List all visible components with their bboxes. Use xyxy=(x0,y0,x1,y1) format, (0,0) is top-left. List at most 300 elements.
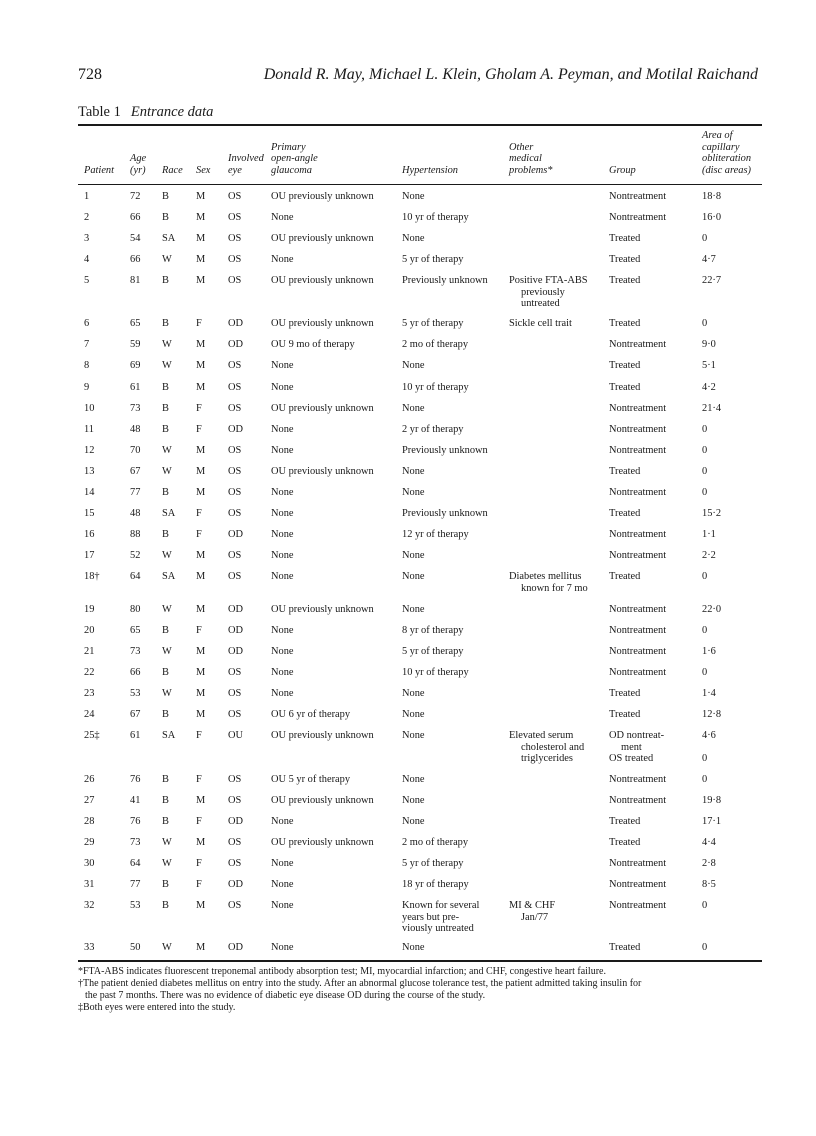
cell-patient: 4 xyxy=(84,254,90,265)
cell-other: previously xyxy=(521,286,565,298)
cell-eye: OS xyxy=(228,466,242,477)
cell-sex: M xyxy=(196,339,206,350)
cell-age: 67 xyxy=(130,466,141,477)
cell-hypertension: 8 yr of therapy xyxy=(402,625,464,636)
cell-hypertension: 18 yr of therapy xyxy=(402,879,469,890)
cell-group: Nontreatment xyxy=(609,191,667,202)
cell-race: W xyxy=(162,445,172,456)
cell-eye: OS xyxy=(228,487,242,498)
cell-glaucoma: OU previously unknown xyxy=(271,233,374,244)
cell-glaucoma: OU previously unknown xyxy=(271,604,374,615)
cell-other: Elevated serum xyxy=(509,730,574,741)
cell-sex: M xyxy=(196,445,206,456)
cell-other: Jan/77 xyxy=(521,911,549,923)
cell-sex: F xyxy=(196,508,202,519)
cell-race: SA xyxy=(162,571,176,582)
cell-glaucoma: None xyxy=(271,571,294,582)
cell-eye: OS xyxy=(228,667,242,678)
cell-glaucoma: OU previously unknown xyxy=(271,191,374,202)
cell-sex: M xyxy=(196,942,206,953)
cell-hypertension: None xyxy=(402,688,425,699)
cell-area: 0 xyxy=(702,774,708,785)
cell-hypertension: None xyxy=(402,816,425,827)
cell-group: Nontreatment xyxy=(609,879,667,890)
cell-group: Treated xyxy=(609,508,641,519)
cell-age: 48 xyxy=(130,508,141,519)
cell-glaucoma: None xyxy=(271,550,294,561)
footnote-dagger-line-1: †The patient denied diabetes mellitus on entry into the study. After an abnormal glucose tolerance test, the patient admitted taking insulin for xyxy=(78,978,642,989)
cell-area: 0 xyxy=(702,445,708,456)
cell-race: W xyxy=(162,688,172,699)
cell-glaucoma: OU previously unknown xyxy=(271,795,374,806)
cell-glaucoma: None xyxy=(271,424,294,435)
cell-area: 9·0 xyxy=(702,339,716,350)
cell-race: W xyxy=(162,604,172,615)
cell-race: B xyxy=(162,816,169,827)
cell-age: 61 xyxy=(130,730,141,741)
cell-race: B xyxy=(162,318,169,329)
cell-glaucoma: None xyxy=(271,212,294,223)
cell-glaucoma: OU previously unknown xyxy=(271,837,374,848)
cell-group: Treated xyxy=(609,571,641,582)
cell-patient: 22 xyxy=(84,667,95,678)
cell-glaucoma: OU 6 yr of therapy xyxy=(271,709,351,720)
cell-hypertension: 2 mo of therapy xyxy=(402,339,469,350)
cell-eye: OS xyxy=(228,774,242,785)
cell-area: 0 xyxy=(702,487,708,498)
cell-glaucoma: OU 5 yr of therapy xyxy=(271,774,351,785)
cell-sex: M xyxy=(196,571,206,582)
cell-area: 0 xyxy=(702,625,708,636)
header-patient: Patient xyxy=(84,164,115,176)
cell-group: ment xyxy=(621,741,642,753)
cell-race: B xyxy=(162,382,169,393)
cell-patient: 15 xyxy=(84,508,95,519)
cell-eye: OD xyxy=(228,942,244,953)
cell-race: SA xyxy=(162,233,176,244)
cell-area: 19·8 xyxy=(702,795,722,806)
cell-group: Nontreatment xyxy=(609,795,667,806)
cell-group: Treated xyxy=(609,254,641,265)
cell-group: Treated xyxy=(609,942,641,953)
cell-eye: OS xyxy=(228,795,242,806)
cell-hypertension: 2 yr of therapy xyxy=(402,424,464,435)
cell-patient: 33 xyxy=(84,942,95,953)
cell-hypertension: None xyxy=(402,604,425,615)
cell-patient: 23 xyxy=(84,688,95,699)
cell-group: Treated xyxy=(609,466,641,477)
cell-sex: F xyxy=(196,318,202,329)
cell-other: known for 7 mo xyxy=(521,582,588,594)
cell-hypertension: None xyxy=(402,942,425,953)
cell-area: 0 xyxy=(702,667,708,678)
cell-sex: M xyxy=(196,604,206,615)
cell-eye: OS xyxy=(228,191,242,202)
cell-hypertension: years but pre- xyxy=(402,911,460,923)
footnote-double-dagger: ‡Both eyes were entered into the study. xyxy=(78,1002,236,1013)
cell-sex: F xyxy=(196,858,202,869)
cell-sex: M xyxy=(196,667,206,678)
cell-race: B xyxy=(162,879,169,890)
cell-patient: 28 xyxy=(84,816,95,827)
cell-sex: M xyxy=(196,191,206,202)
cell-group: Treated xyxy=(609,837,641,848)
cell-group: Treated xyxy=(609,318,641,329)
cell-age: 41 xyxy=(130,795,141,806)
cell-glaucoma: OU previously unknown xyxy=(271,318,374,329)
cell-sex: M xyxy=(196,254,206,265)
cell-hypertension: Previously unknown xyxy=(402,275,488,286)
cell-sex: M xyxy=(196,466,206,477)
header-sex: Sex xyxy=(196,164,211,176)
cell-glaucoma: OU previously unknown xyxy=(271,730,374,741)
cell-glaucoma: None xyxy=(271,382,294,393)
cell-area: 0 xyxy=(702,900,708,911)
cell-area: 21·4 xyxy=(702,403,722,414)
table-label: Table 1 xyxy=(78,104,121,120)
cell-sex: M xyxy=(196,382,206,393)
cell-hypertension: 10 yr of therapy xyxy=(402,212,469,223)
cell-patient: 3 xyxy=(84,233,90,244)
cell-eye: OS xyxy=(228,403,242,414)
cell-patient: 1 xyxy=(84,191,90,202)
cell-patient: 31 xyxy=(84,879,95,890)
cell-other: Positive FTA-ABS xyxy=(509,275,588,286)
cell-patient: 12 xyxy=(84,445,95,456)
cell-eye: OS xyxy=(228,900,242,911)
cell-area: 0 xyxy=(702,318,708,329)
cell-race: W xyxy=(162,858,172,869)
cell-age: 64 xyxy=(130,571,141,582)
cell-eye: OS xyxy=(228,254,242,265)
cell-group: Treated xyxy=(609,709,641,720)
cell-group: Treated xyxy=(609,688,641,699)
cell-race: W xyxy=(162,942,172,953)
cell-other: cholesterol and xyxy=(521,741,585,753)
cell-other: MI & CHF xyxy=(509,900,556,911)
cell-age: 88 xyxy=(130,529,141,540)
cell-glaucoma: None xyxy=(271,688,294,699)
cell-group: OS treated xyxy=(609,753,654,765)
cell-age: 66 xyxy=(130,254,141,265)
cell-glaucoma: None xyxy=(271,625,294,636)
cell-race: W xyxy=(162,466,172,477)
cell-age: 48 xyxy=(130,424,141,435)
cell-eye: OD xyxy=(228,424,244,435)
cell-sex: M xyxy=(196,646,206,657)
cell-group: Nontreatment xyxy=(609,424,667,435)
cell-eye: OS xyxy=(228,233,242,244)
cell-other: untreated xyxy=(521,298,560,310)
cell-glaucoma: None xyxy=(271,487,294,498)
cell-area: 15·2 xyxy=(702,508,722,519)
cell-group: Nontreatment xyxy=(609,858,667,869)
cell-sex: M xyxy=(196,275,206,286)
cell-age: 77 xyxy=(130,879,141,890)
cell-patient: 21 xyxy=(84,646,95,657)
cell-eye: OD xyxy=(228,646,244,657)
cell-area: 5·1 xyxy=(702,360,716,371)
cell-glaucoma: OU previously unknown xyxy=(271,403,374,414)
cell-age: 73 xyxy=(130,403,141,414)
cell-age: 53 xyxy=(130,688,141,699)
cell-eye: OS xyxy=(228,688,242,699)
cell-group: Treated xyxy=(609,233,641,244)
cell-age: 67 xyxy=(130,709,141,720)
cell-eye: OU xyxy=(228,730,244,741)
cell-hypertension: None xyxy=(402,403,425,414)
cell-race: B xyxy=(162,709,169,720)
cell-hypertension: 10 yr of therapy xyxy=(402,667,469,678)
cell-patient: 20 xyxy=(84,625,95,636)
cell-age: 66 xyxy=(130,212,141,223)
header-other-problems: Other medical problems* xyxy=(509,141,553,176)
cell-age: 66 xyxy=(130,667,141,678)
cell-age: 73 xyxy=(130,837,141,848)
cell-other: triglycerides xyxy=(521,753,573,765)
header-glaucoma: Primary open-angle glaucoma xyxy=(271,141,318,176)
cell-race: B xyxy=(162,191,169,202)
cell-sex: M xyxy=(196,360,206,371)
cell-race: B xyxy=(162,487,169,498)
cell-race: B xyxy=(162,900,169,911)
cell-race: B xyxy=(162,403,169,414)
cell-sex: M xyxy=(196,709,206,720)
table-title: Entrance data xyxy=(130,104,214,120)
cell-group: OD nontreat- xyxy=(609,730,665,741)
cell-eye: OD xyxy=(228,816,244,827)
header-group: Group xyxy=(609,164,636,176)
cell-patient: 32 xyxy=(84,900,95,911)
cell-hypertension: None xyxy=(402,487,425,498)
cell-patient: 29 xyxy=(84,837,95,848)
cell-sex: F xyxy=(196,625,202,636)
cell-glaucoma: None xyxy=(271,942,294,953)
cell-race: B xyxy=(162,212,169,223)
cell-glaucoma: OU 9 mo of therapy xyxy=(271,339,355,350)
cell-age: 53 xyxy=(130,900,141,911)
cell-eye: OS xyxy=(228,571,242,582)
cell-patient: 16 xyxy=(84,529,95,540)
cell-glaucoma: None xyxy=(271,816,294,827)
cell-patient: 8 xyxy=(84,360,90,371)
cell-hypertension: None xyxy=(402,709,425,720)
cell-age: 76 xyxy=(130,774,141,785)
cell-sex: M xyxy=(196,795,206,806)
cell-hypertension: None xyxy=(402,730,425,741)
cell-area: 2·8 xyxy=(702,858,716,869)
running-head: Donald R. May, Michael L. Klein, Gholam A. Peyman, and Motilal Raichand xyxy=(263,66,758,83)
cell-group: Nontreatment xyxy=(609,900,667,911)
cell-hypertension: 5 yr of therapy xyxy=(402,254,464,265)
cell-group: Nontreatment xyxy=(609,403,667,414)
cell-group: Nontreatment xyxy=(609,445,667,456)
cell-race: W xyxy=(162,550,172,561)
cell-sex: M xyxy=(196,900,206,911)
cell-hypertension: 2 mo of therapy xyxy=(402,837,469,848)
cell-age: 72 xyxy=(130,191,141,202)
cell-sex: M xyxy=(196,688,206,699)
cell-glaucoma: None xyxy=(271,508,294,519)
cell-patient: 13 xyxy=(84,466,95,477)
cell-area: 2·2 xyxy=(702,550,716,561)
cell-other: Diabetes mellitus xyxy=(509,571,582,582)
cell-group: Nontreatment xyxy=(609,529,667,540)
cell-area: 0 xyxy=(702,942,708,953)
cell-age: 54 xyxy=(130,233,141,244)
cell-hypertension: None xyxy=(402,795,425,806)
cell-age: 77 xyxy=(130,487,141,498)
cell-patient: 30 xyxy=(84,858,95,869)
footnote-dagger-line-2: the past 7 months. There was no evidence of diabetic eye disease OD during the course of the study. xyxy=(85,990,486,1001)
cell-eye: OD xyxy=(228,339,244,350)
cell-eye: OS xyxy=(228,382,242,393)
cell-age: 59 xyxy=(130,339,141,350)
cell-group: Nontreatment xyxy=(609,550,667,561)
cell-patient: 24 xyxy=(84,709,95,720)
cell-area: 4·6 xyxy=(702,730,716,741)
cell-glaucoma: None xyxy=(271,900,294,911)
cell-group: Nontreatment xyxy=(609,212,667,223)
cell-age: 69 xyxy=(130,360,141,371)
cell-hypertension: 5 yr of therapy xyxy=(402,858,464,869)
cell-sex: M xyxy=(196,233,206,244)
cell-race: W xyxy=(162,837,172,848)
cell-area: 22·7 xyxy=(702,275,722,286)
cell-area: 4·4 xyxy=(702,837,716,848)
cell-area: 22·0 xyxy=(702,604,722,615)
cell-hypertension: Previously unknown xyxy=(402,508,488,519)
cell-hypertension: None xyxy=(402,233,425,244)
cell-area: 1·1 xyxy=(702,529,716,540)
cell-group: Nontreatment xyxy=(609,625,667,636)
cell-glaucoma: None xyxy=(271,445,294,456)
cell-glaucoma: None xyxy=(271,646,294,657)
cell-eye: OS xyxy=(228,550,242,561)
cell-sex: M xyxy=(196,550,206,561)
cell-hypertension: Known for several xyxy=(402,900,480,911)
cell-patient: 10 xyxy=(84,403,95,414)
cell-glaucoma: None xyxy=(271,529,294,540)
header-race: Race xyxy=(162,164,183,176)
cell-eye: OS xyxy=(228,858,242,869)
footnote-star: *FTA-ABS indicates fluorescent treponemal antibody absorption test; MI, myocardial infarction; and CHF, congestive heart failure. xyxy=(78,966,606,977)
cell-area: 8·5 xyxy=(702,879,716,890)
cell-patient: 14 xyxy=(84,487,95,498)
cell-hypertension: None xyxy=(402,191,425,202)
cell-group: Nontreatment xyxy=(609,774,667,785)
cell-patient: 27 xyxy=(84,795,95,806)
cell-hypertension: 5 yr of therapy xyxy=(402,318,464,329)
cell-area: 0 xyxy=(702,753,708,765)
cell-group: Nontreatment xyxy=(609,604,667,615)
cell-group: Nontreatment xyxy=(609,487,667,498)
cell-area: 16·0 xyxy=(702,212,722,223)
cell-race: B xyxy=(162,795,169,806)
cell-eye: OS xyxy=(228,445,242,456)
cell-patient: 19 xyxy=(84,604,95,615)
cell-sex: M xyxy=(196,212,206,223)
cell-eye: OS xyxy=(228,212,242,223)
cell-race: B xyxy=(162,529,169,540)
cell-area: 1·4 xyxy=(702,688,716,699)
cell-patient: 7 xyxy=(84,339,90,350)
cell-glaucoma: None xyxy=(271,360,294,371)
cell-hypertension: viously untreated xyxy=(402,923,474,935)
cell-age: 73 xyxy=(130,646,141,657)
cell-age: 81 xyxy=(130,275,141,286)
cell-sex: M xyxy=(196,837,206,848)
cell-sex: M xyxy=(196,487,206,498)
cell-hypertension: None xyxy=(402,360,425,371)
cell-glaucoma: None xyxy=(271,254,294,265)
table-bottom-rule xyxy=(78,960,762,962)
cell-glaucoma: OU previously unknown xyxy=(271,275,374,286)
cell-area: 0 xyxy=(702,571,708,582)
cell-age: 52 xyxy=(130,550,141,561)
cell-group: Treated xyxy=(609,816,641,827)
cell-group: Treated xyxy=(609,360,641,371)
header-involved-eye: Involved eye xyxy=(228,153,264,176)
cell-age: 65 xyxy=(130,318,141,329)
cell-eye: OS xyxy=(228,360,242,371)
cell-hypertension: 5 yr of therapy xyxy=(402,646,464,657)
cell-race: W xyxy=(162,254,172,265)
footnotes xyxy=(78,966,768,1014)
cell-race: W xyxy=(162,339,172,350)
cell-age: 80 xyxy=(130,604,141,615)
cell-hypertension: None xyxy=(402,466,425,477)
cell-hypertension: 10 yr of therapy xyxy=(402,382,469,393)
cell-hypertension: None xyxy=(402,550,425,561)
cell-race: SA xyxy=(162,730,176,741)
cell-group: Treated xyxy=(609,275,641,286)
cell-area: 4·7 xyxy=(702,254,716,265)
cell-group: Nontreatment xyxy=(609,339,667,350)
cell-glaucoma: None xyxy=(271,858,294,869)
cell-age: 76 xyxy=(130,816,141,827)
header-hypertension: Hypertension xyxy=(402,164,458,176)
cell-other: Sickle cell trait xyxy=(509,318,572,329)
cell-area: 1·6 xyxy=(702,646,716,657)
cell-age: 70 xyxy=(130,445,141,456)
cell-hypertension: Previously unknown xyxy=(402,445,488,456)
cell-hypertension: None xyxy=(402,571,425,582)
cell-patient: 18† xyxy=(84,571,100,582)
cell-patient: 2 xyxy=(84,212,90,223)
cell-sex: F xyxy=(196,424,202,435)
cell-area: 4·2 xyxy=(702,382,716,393)
cell-age: 50 xyxy=(130,942,141,953)
cell-sex: F xyxy=(196,529,202,540)
cell-eye: OD xyxy=(228,625,244,636)
header-area: Area of capillary obliteration (disc areas) xyxy=(702,130,752,176)
cell-patient: 6 xyxy=(84,318,90,329)
cell-race: B xyxy=(162,275,169,286)
cell-race: SA xyxy=(162,508,176,519)
cell-race: B xyxy=(162,625,169,636)
cell-sex: F xyxy=(196,730,202,741)
cell-sex: F xyxy=(196,879,202,890)
cell-group: Treated xyxy=(609,382,641,393)
cell-patient: 5 xyxy=(84,275,90,286)
page-number: 728 xyxy=(78,66,102,83)
cell-patient: 9 xyxy=(84,382,90,393)
cell-patient: 25‡ xyxy=(84,730,100,741)
cell-area: 0 xyxy=(702,466,708,477)
cell-sex: F xyxy=(196,403,202,414)
cell-race: B xyxy=(162,667,169,678)
